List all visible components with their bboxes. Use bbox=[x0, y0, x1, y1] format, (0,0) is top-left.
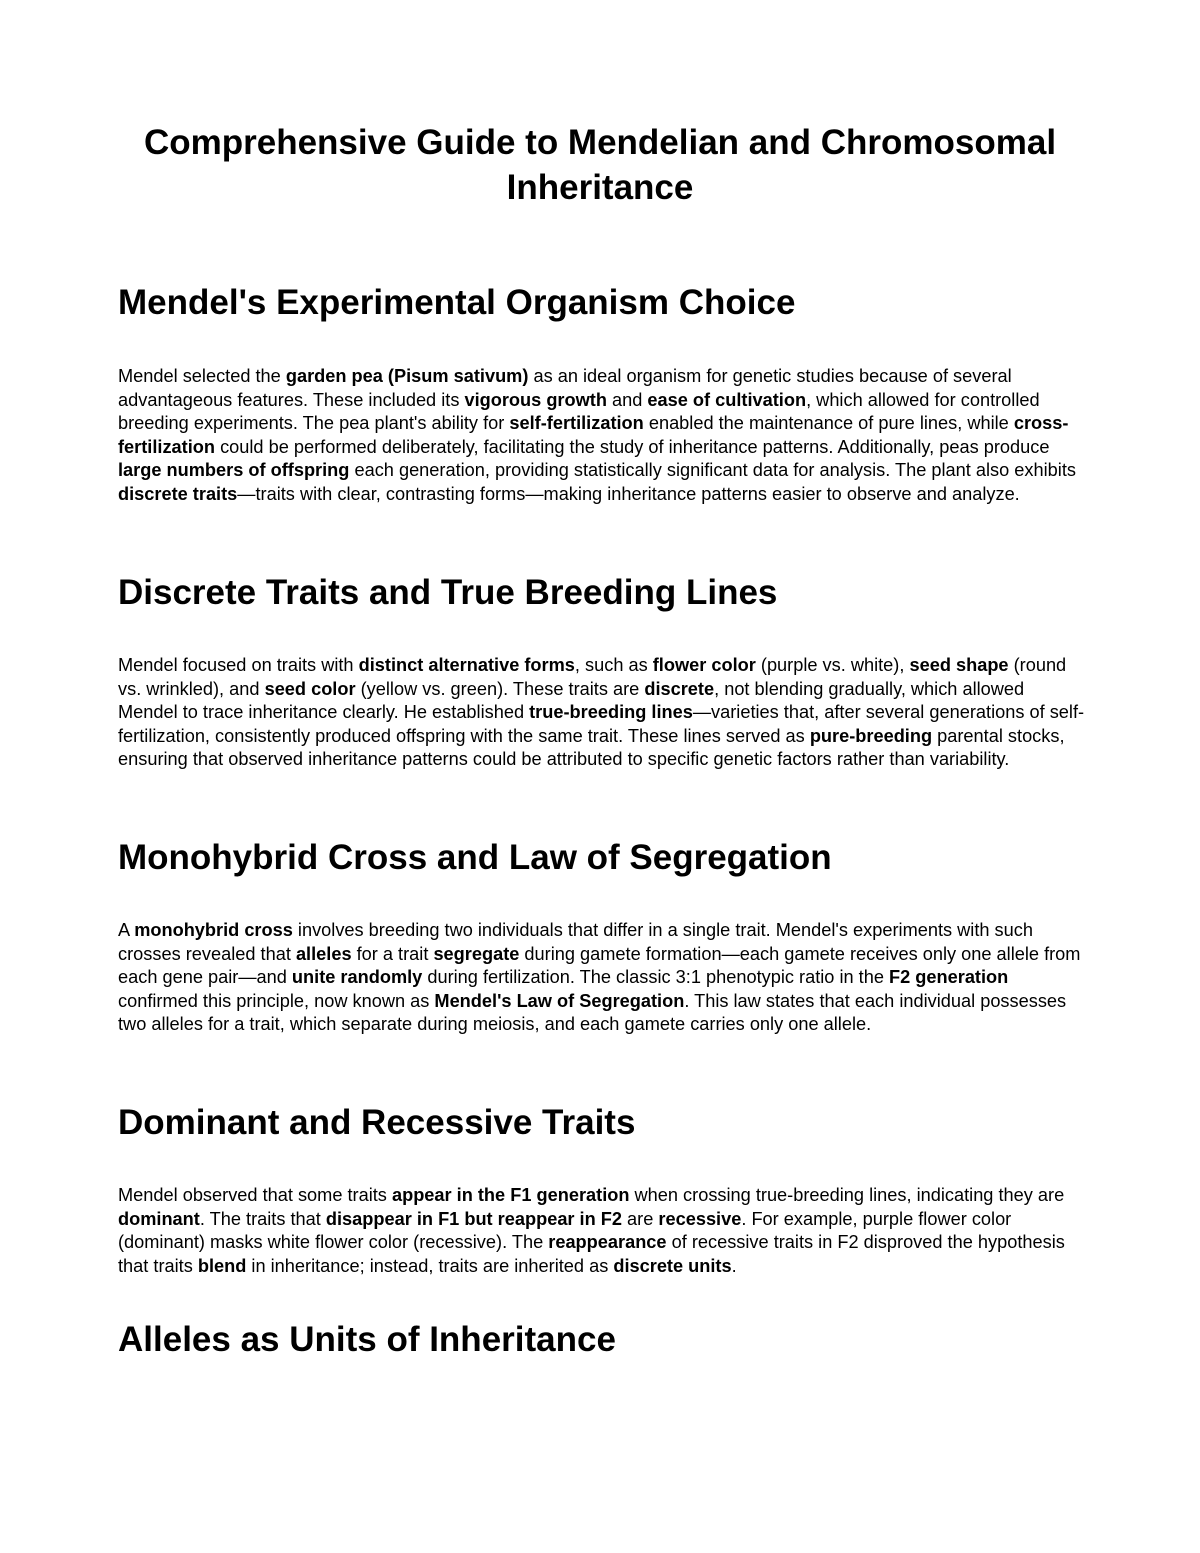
bold-term: blend bbox=[197, 1255, 247, 1276]
bold-term: segregate bbox=[433, 943, 520, 964]
bold-term: self-fertilization bbox=[509, 413, 644, 434]
bold-term: F2 generation bbox=[889, 967, 1009, 988]
section-paragraph-dominant-recessive bbox=[118, 1184, 1086, 1278]
text-run: (purple vs. white), bbox=[755, 655, 910, 675]
text-run: —traits with clear, contrasting forms—making inheritance patterns easier to observe and analyze. bbox=[237, 483, 1020, 504]
text-run: Mendel observed that some traits bbox=[118, 1185, 392, 1205]
section-paragraph-organism-choice bbox=[118, 365, 1086, 507]
bold-term: ease of cultivation bbox=[647, 389, 807, 410]
text-run: , such as bbox=[574, 655, 653, 675]
text-run: . For example, purple flower color (dominant) masks white flower color (recessive). The bbox=[118, 1208, 1012, 1253]
text-run: during gamete formation—each gamete receives only one allele from each gene pair—and bbox=[118, 943, 1081, 988]
bold-term: true-breeding lines bbox=[529, 702, 693, 723]
text-run: parental stocks, ensuring that observed inheritance patterns could be attributed to specific genetic factors rather than variability. bbox=[118, 725, 1065, 770]
text-run: . The traits that bbox=[199, 1208, 326, 1229]
bold-term: seed color bbox=[264, 678, 356, 699]
text-run: enabled the maintenance of pure lines, while bbox=[643, 413, 1014, 434]
bold-term: alleles bbox=[295, 943, 352, 964]
text-run: (yellow vs. green). These traits are bbox=[355, 678, 645, 699]
text-run: , which allowed for controlled breeding experiments. The pea plant's ability for bbox=[118, 389, 1040, 434]
section-paragraph-monohybrid-cross bbox=[118, 919, 1086, 1037]
bold-term: reappearance bbox=[548, 1232, 667, 1253]
bold-term: garden pea (Pisum sativum) bbox=[285, 366, 529, 386]
bold-term: recessive bbox=[658, 1208, 742, 1229]
bold-term: large numbers of offspring bbox=[118, 460, 350, 481]
text-run: and bbox=[606, 389, 648, 410]
section-heading-discrete-traits: Discrete Traits and True Breeding Lines bbox=[118, 573, 778, 612]
bold-term: seed shape bbox=[909, 655, 1009, 675]
text-run: , not blending gradually, which allowed Mendel to trace inheritance clearly. He established bbox=[118, 678, 1025, 723]
bold-term: Mendel's Law of Segregation bbox=[434, 990, 685, 1011]
text-run: are bbox=[622, 1208, 659, 1229]
text-run: involves breeding two individuals that differ in a single trait. Mendel's experiments with such crosses revealed that bbox=[118, 920, 1033, 964]
bold-term: pure-breeding bbox=[809, 725, 933, 746]
text-run: could be performed deliberately, facilitating the study of inheritance patterns. Additionally, peas produce bbox=[215, 436, 1050, 457]
section-heading-organism-choice: Mendel's Experimental Organism Choice bbox=[118, 283, 796, 322]
text-run: for a trait bbox=[351, 943, 434, 964]
text-run: when crossing true-breeding lines, indicating they are bbox=[629, 1185, 1065, 1205]
text-run: A bbox=[118, 920, 135, 940]
bold-term: vigorous growth bbox=[464, 389, 607, 410]
bold-term: flower color bbox=[652, 655, 756, 675]
text-run: . This law states that each individual possesses two alleles for a trait, which separate during meiosis, and each gamete carries only one allele. bbox=[118, 990, 1067, 1035]
bold-term: dominant bbox=[118, 1208, 200, 1229]
bold-term: distinct alternative forms bbox=[358, 655, 575, 675]
bold-term: unite randomly bbox=[291, 967, 423, 988]
section-heading-monohybrid-cross: Monohybrid Cross and Law of Segregation bbox=[118, 838, 832, 877]
section-heading-alleles-units: Alleles as Units of Inheritance bbox=[118, 1320, 616, 1359]
text-run: —varieties that, after several generations of self-fertilization, consistently produced offspring with the same trait. These lines served as bbox=[118, 702, 1085, 746]
bold-term: discrete units bbox=[613, 1255, 732, 1276]
bold-term: cross-fertilization bbox=[118, 413, 1069, 457]
section-paragraph-discrete-traits bbox=[118, 654, 1086, 772]
text-run: of recessive traits in F2 disproved the hypothesis that traits bbox=[118, 1232, 1065, 1276]
text-run: each generation, providing statistically significant data for analysis. The plant also exhibits bbox=[349, 460, 1076, 481]
text-run: in inheritance; instead, traits are inherited as bbox=[246, 1255, 614, 1276]
text-run: Mendel focused on traits with bbox=[118, 655, 359, 675]
text-run: as an ideal organism for genetic studies because of several advantageous features. These included its bbox=[118, 366, 1012, 410]
bold-term: appear in the F1 generation bbox=[391, 1185, 630, 1205]
text-run: during fertilization. The classic 3:1 phenotypic ratio in the bbox=[422, 967, 890, 988]
text-run: confirmed this principle, now known as bbox=[118, 990, 435, 1011]
text-run: (round vs. wrinkled), and bbox=[118, 655, 1067, 699]
text-run: Mendel selected the bbox=[118, 366, 286, 386]
bold-term: monohybrid cross bbox=[134, 920, 293, 940]
section-heading-dominant-recessive: Dominant and Recessive Traits bbox=[118, 1103, 636, 1142]
bold-term: discrete traits bbox=[118, 483, 238, 504]
bold-term: disappear in F1 but reappear in F2 bbox=[325, 1208, 622, 1229]
document-title: Comprehensive Guide to Mendelian and Chromosomal Inheritance bbox=[143, 123, 1057, 207]
text-run: . bbox=[731, 1255, 737, 1276]
bold-term: discrete bbox=[644, 678, 715, 699]
